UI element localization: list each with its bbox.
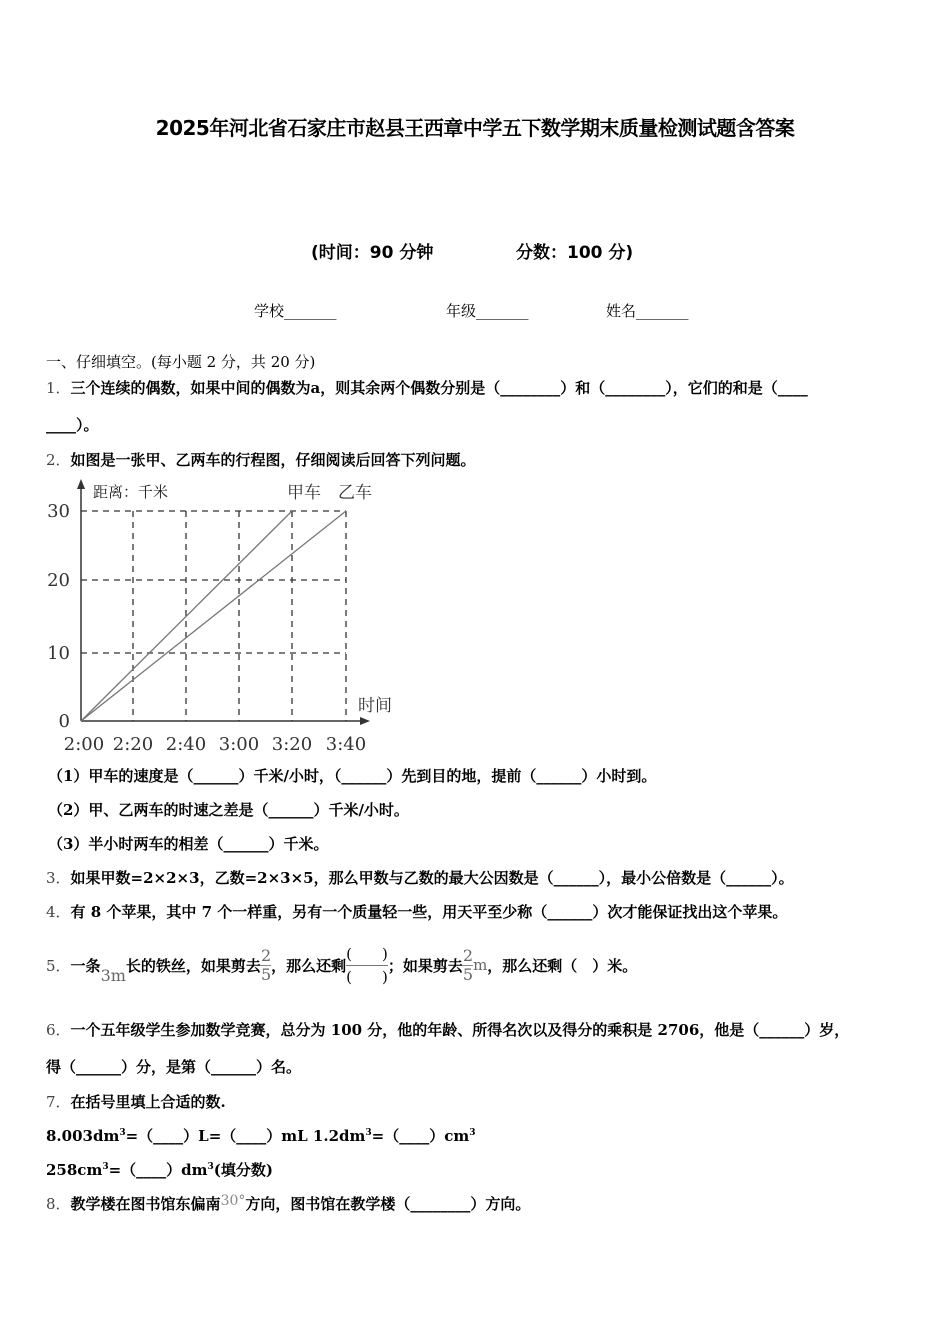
question-text: 长的铁丝，如果剪去 <box>125 956 261 975</box>
legend-jia: 甲车 <box>287 483 321 503</box>
question-3 <box>46 867 794 888</box>
y-tick: 30 <box>47 501 70 522</box>
question-text: 在括号里填上合适的数. <box>70 1093 226 1111</box>
travel-chart <box>40 470 410 760</box>
question-number: 7． <box>46 1093 71 1111</box>
series-yi <box>81 511 346 721</box>
question-2-part-3: （3）半小时两车的相差（______）千米。 <box>48 835 329 853</box>
text: =（____）cm <box>371 1127 470 1145</box>
question-7 <box>46 1091 226 1112</box>
superscript: 3 <box>207 1162 214 1172</box>
name-field[interactable]: 姓名_______ <box>606 302 689 320</box>
superscript: 3 <box>119 1128 126 1138</box>
question-4 <box>46 901 787 922</box>
y-axis-label: 距离：千米 <box>93 483 169 501</box>
question-text: ；如果剪去 <box>387 956 463 975</box>
angle-value: 30° <box>220 1193 246 1209</box>
question-6 <box>46 1019 849 1040</box>
question-2-part-2: （2）甲、乙两车的时速之差是（______）千米/小时。 <box>48 801 409 819</box>
question-text: 一条 <box>70 956 101 975</box>
question-2 <box>46 449 476 470</box>
text: =（____）dm <box>108 1161 208 1179</box>
numerator-blank[interactable]: ( ) <box>346 944 388 963</box>
text: 8.003dm <box>46 1127 120 1145</box>
question-text: 方向，图书馆在教学楼（________）方向。 <box>245 1195 531 1213</box>
question-2-part-1: （1）甲车的速度是（______）千米/小时，（______）先到目的地，提前（______）小时到。 <box>48 767 657 785</box>
x-axis-label: 时间 <box>358 696 392 716</box>
question-text: ，那么还剩（ ）米。 <box>487 956 638 975</box>
question-text: 一个五年级学生参加数学竞赛，总分为 100 分，他的年龄、所得名次以及得分的乘积是 2706，他是（______）岁， <box>70 1021 850 1039</box>
text: =（____）L=（____）mL 1.2dm <box>125 1127 366 1145</box>
exam-time: (时间：90 分钟 <box>311 243 434 263</box>
school-field[interactable]: 学校_______ <box>254 302 337 320</box>
question-7-line-1 <box>46 1125 476 1146</box>
numerator: 2 <box>462 945 474 965</box>
y-tick: 0 <box>58 711 70 732</box>
x-tick: 2:20 <box>112 734 154 755</box>
question-6-continued: 得（______）分，是第（______）名。 <box>46 1058 302 1076</box>
question-number: 1． <box>46 379 71 397</box>
question-5 <box>46 935 637 995</box>
question-number: 2． <box>46 451 71 469</box>
x-tick: 3:40 <box>325 734 367 755</box>
question-number: 6． <box>46 1021 71 1039</box>
superscript: 3 <box>365 1128 372 1138</box>
question-1 <box>46 377 808 398</box>
denominator-blank[interactable]: ( ) <box>346 965 388 988</box>
fraction-two-fifths <box>261 947 271 984</box>
question-8 <box>46 1193 530 1214</box>
y-axis-arrow-icon <box>77 479 85 489</box>
wire-length: 3m <box>100 965 126 985</box>
question-7-line-2 <box>46 1159 273 1180</box>
x-tick: 2:40 <box>165 734 207 755</box>
question-1-continued: ____）。 <box>46 416 99 434</box>
section-heading: 一、仔细填空。(每小题 2 分，共 20 分) <box>46 353 316 371</box>
grade-field[interactable]: 年级_______ <box>446 302 529 320</box>
superscript: 3 <box>102 1162 109 1172</box>
x-axis-arrow-icon <box>360 717 370 725</box>
exam-score: 分数：100 分) <box>516 243 634 263</box>
question-text: 有 8 个苹果，其中 7 个一样重，另有一个质量轻一些，用天平至少称（______）次才能保证找出这个苹果。 <box>70 903 788 921</box>
question-number: 5． <box>46 956 71 975</box>
y-tick: 20 <box>47 570 70 591</box>
denominator: 5 <box>260 964 272 984</box>
x-tick: 3:20 <box>271 734 313 755</box>
question-number: 8． <box>46 1195 71 1213</box>
text: (填分数) <box>213 1161 273 1179</box>
question-number: 3． <box>46 869 71 887</box>
question-text: 如图是一张甲、乙两车的行程图，仔细阅读后回答下列问题。 <box>70 451 476 469</box>
denominator: 5 <box>462 964 474 984</box>
y-tick: 10 <box>47 643 70 664</box>
numerator: 2 <box>260 945 272 965</box>
x-tick: 3:00 <box>218 734 260 755</box>
question-text: 如果甲数=2×2×3，乙数=2×3×5，那么甲数与乙数的最大公因数是（______），最小公倍数是（______）。 <box>70 869 794 887</box>
question-number: 4． <box>46 903 71 921</box>
answer-fraction-blank[interactable] <box>346 943 388 988</box>
unit: m <box>473 956 488 974</box>
text: 258cm <box>46 1161 103 1179</box>
question-text: 三个连续的偶数，如果中间的偶数为a，则其余两个偶数分别是（________）和（________），它们的和是（____ <box>70 379 808 397</box>
fraction-two-fifths-m <box>463 947 473 984</box>
page-title: 2025年河北省石家庄市赵县王西章中学五下数学期末质量检测试题含答案 <box>155 116 795 140</box>
x-tick: 2:00 <box>63 734 105 755</box>
question-text: 教学楼在图书馆东偏南 <box>70 1195 221 1213</box>
question-text: ，那么还剩 <box>271 956 347 975</box>
legend-yi: 乙车 <box>338 483 372 503</box>
superscript: 3 <box>469 1128 476 1138</box>
